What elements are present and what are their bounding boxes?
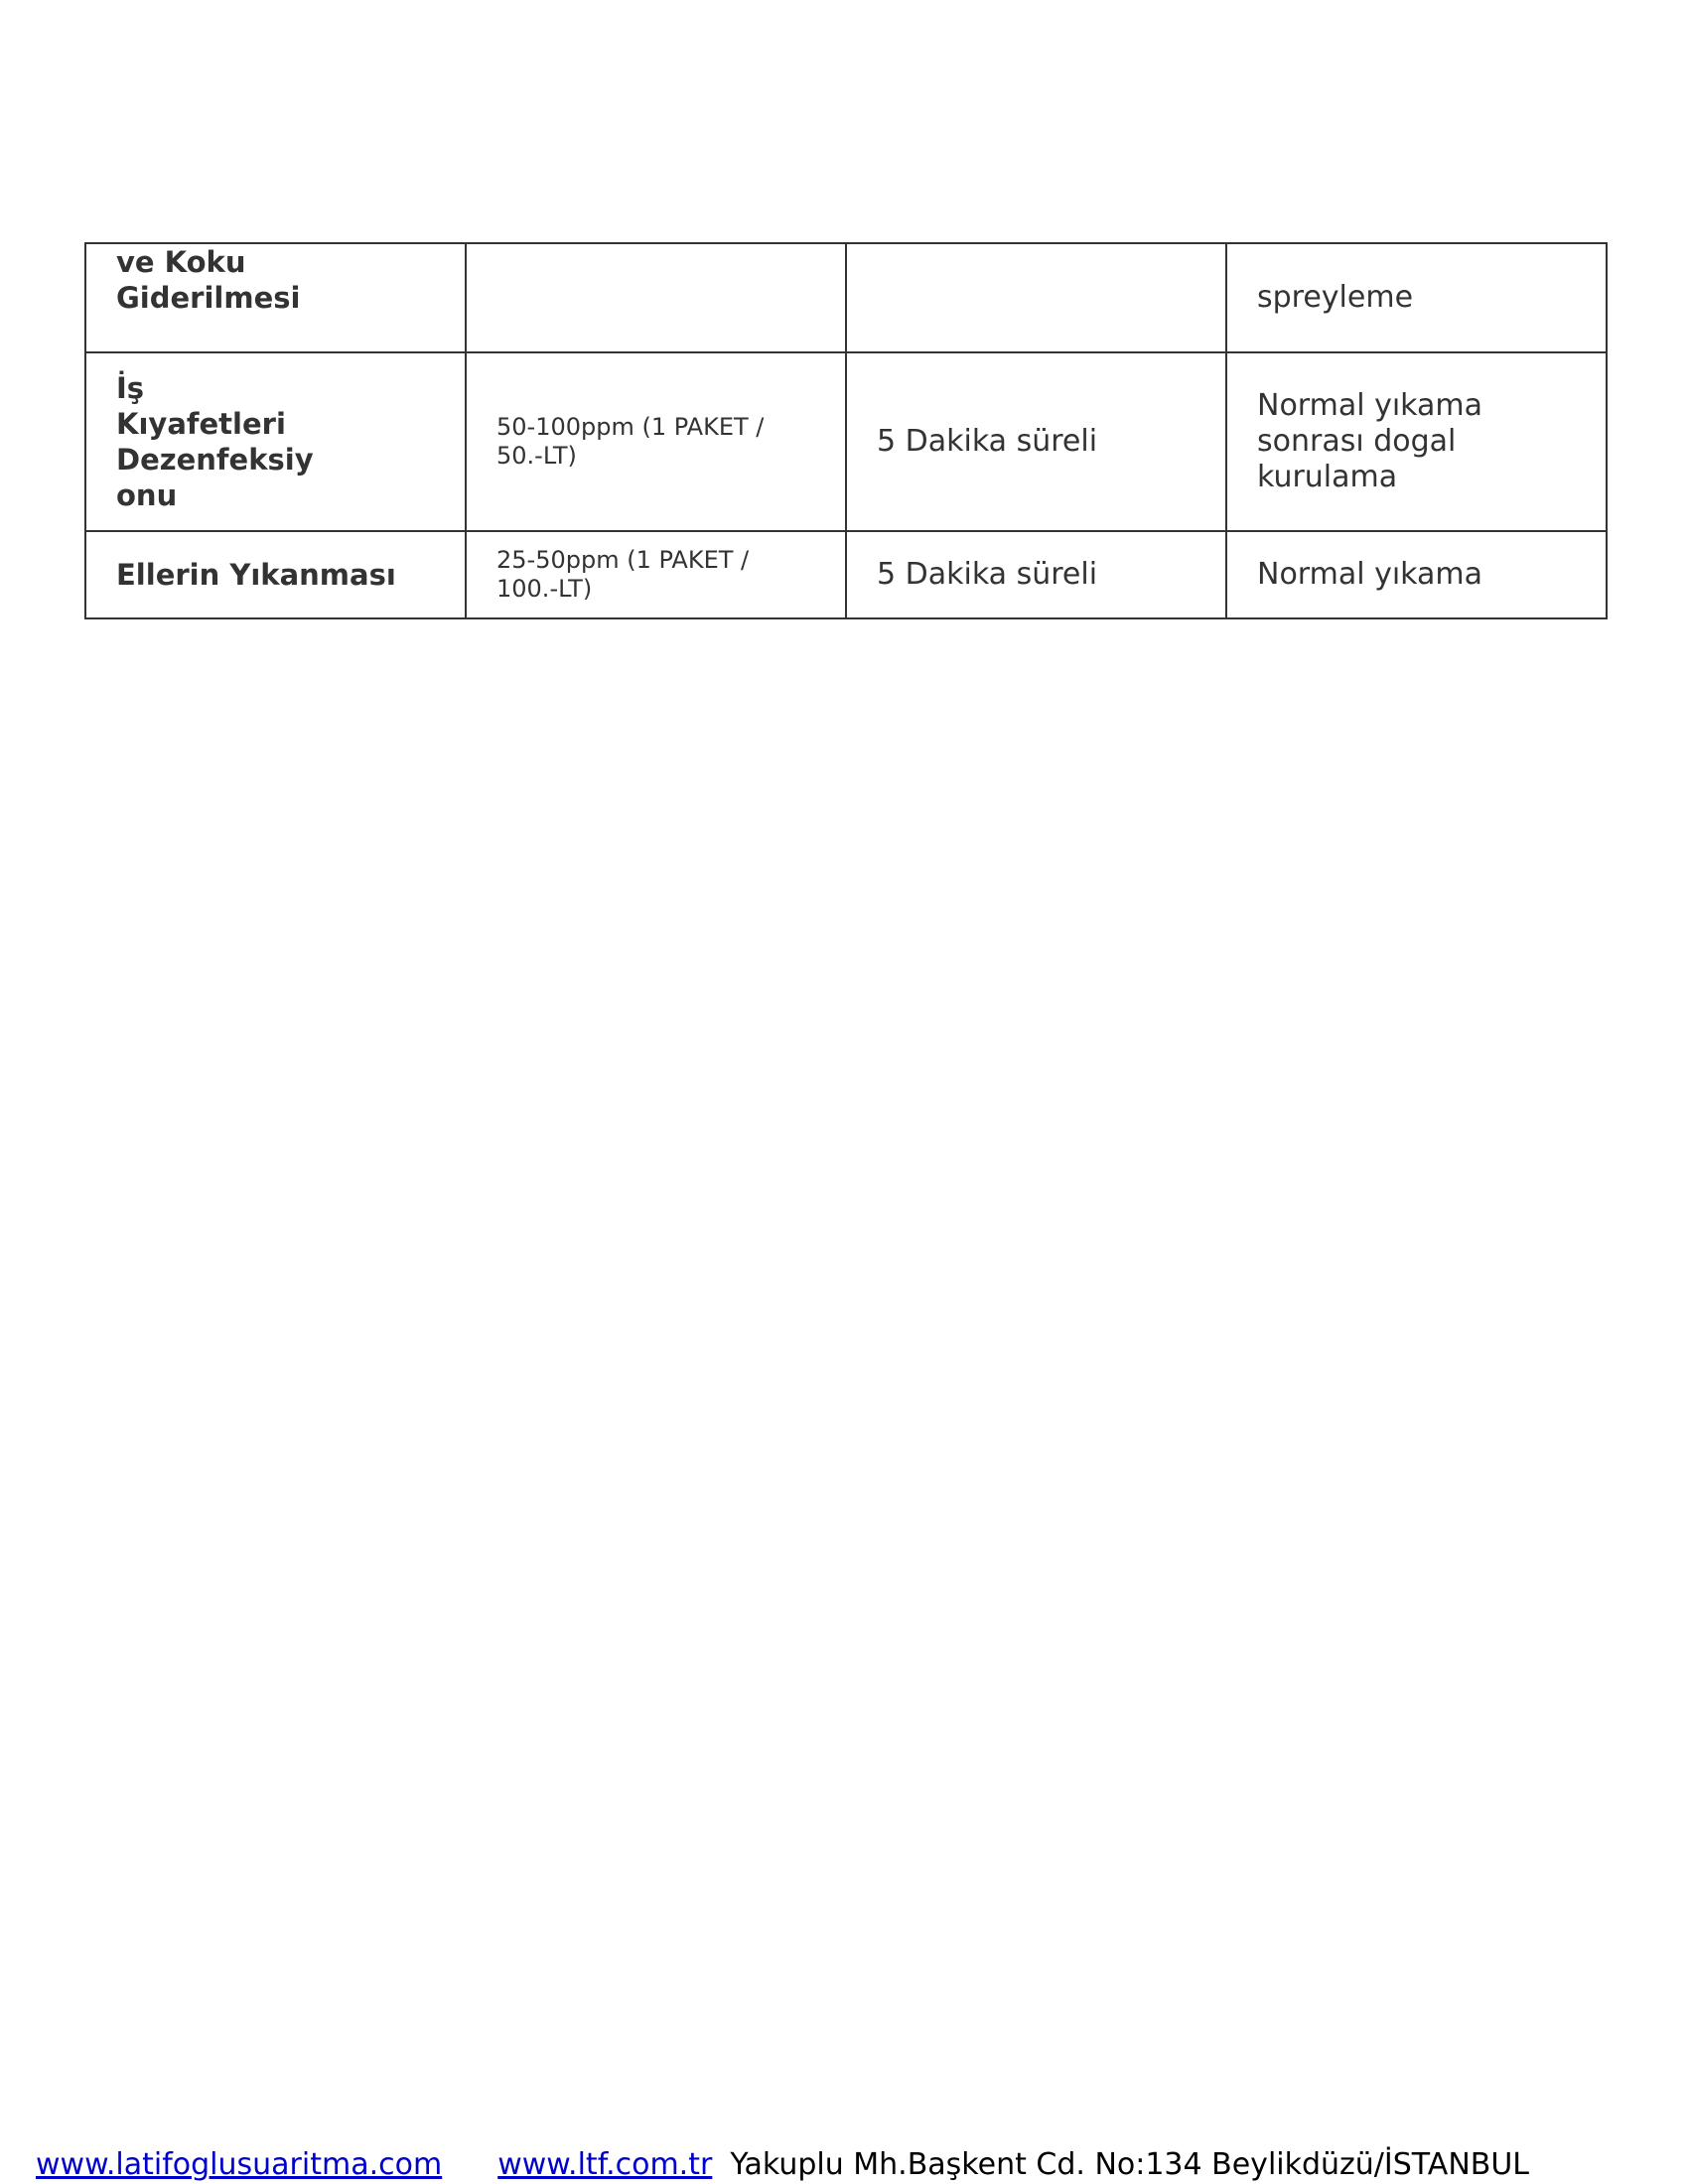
table-row bbox=[85, 352, 1607, 531]
application-cell bbox=[85, 352, 466, 531]
page-footer bbox=[36, 2147, 1529, 2183]
website-link-primary[interactable]: www.latifoglusuaritma.com bbox=[36, 2147, 443, 2182]
duration-cell bbox=[846, 352, 1226, 531]
cell-text: Normal yıkama bbox=[1257, 388, 1483, 423]
cell-text: 25-50ppm (1 PAKET / bbox=[496, 546, 750, 574]
cell-text: Dezenfeksiy bbox=[116, 443, 314, 477]
cell-text: 100.-LT) bbox=[496, 575, 593, 603]
website-link-secondary[interactable]: www.ltf.com.tr bbox=[497, 2147, 713, 2182]
cell-text: İş bbox=[116, 371, 145, 405]
duration-cell bbox=[846, 243, 1226, 352]
table-row bbox=[85, 531, 1607, 618]
dosage-cell bbox=[466, 243, 846, 352]
cell-text: Kıyafetleri bbox=[116, 407, 286, 441]
cell-text: Normal yıkama bbox=[1257, 557, 1483, 592]
method-cell bbox=[1226, 243, 1607, 352]
application-cell bbox=[85, 243, 466, 352]
cell-text: 5 Dakika süreli bbox=[877, 557, 1098, 592]
cell-text: 5 Dakika süreli bbox=[877, 424, 1098, 459]
cell-text: kurulama bbox=[1257, 460, 1398, 494]
cell-text: 50.-LT) bbox=[496, 442, 577, 470]
method-cell bbox=[1226, 531, 1607, 618]
cell-text: Ellerin Yıkanması bbox=[116, 558, 396, 592]
cell-text: sonrası dogal bbox=[1257, 424, 1457, 459]
company-address: Yakuplu Mh.Başkent Cd. No:134 Beylikdüzü/İSTANBUL bbox=[730, 2147, 1530, 2182]
application-cell bbox=[85, 531, 466, 618]
cell-text: 50-100ppm (1 PAKET / bbox=[496, 413, 765, 441]
method-cell bbox=[1226, 352, 1607, 531]
cell-text: spreyleme bbox=[1257, 280, 1414, 315]
cell-text: ve Koku bbox=[116, 245, 246, 279]
duration-cell bbox=[846, 531, 1226, 618]
cell-text: onu bbox=[116, 478, 178, 512]
dosage-cell bbox=[466, 531, 846, 618]
dosage-cell bbox=[466, 352, 846, 531]
cell-text: Giderilmesi bbox=[116, 281, 301, 315]
table-row bbox=[85, 243, 1607, 352]
disinfection-table bbox=[84, 242, 1608, 619]
